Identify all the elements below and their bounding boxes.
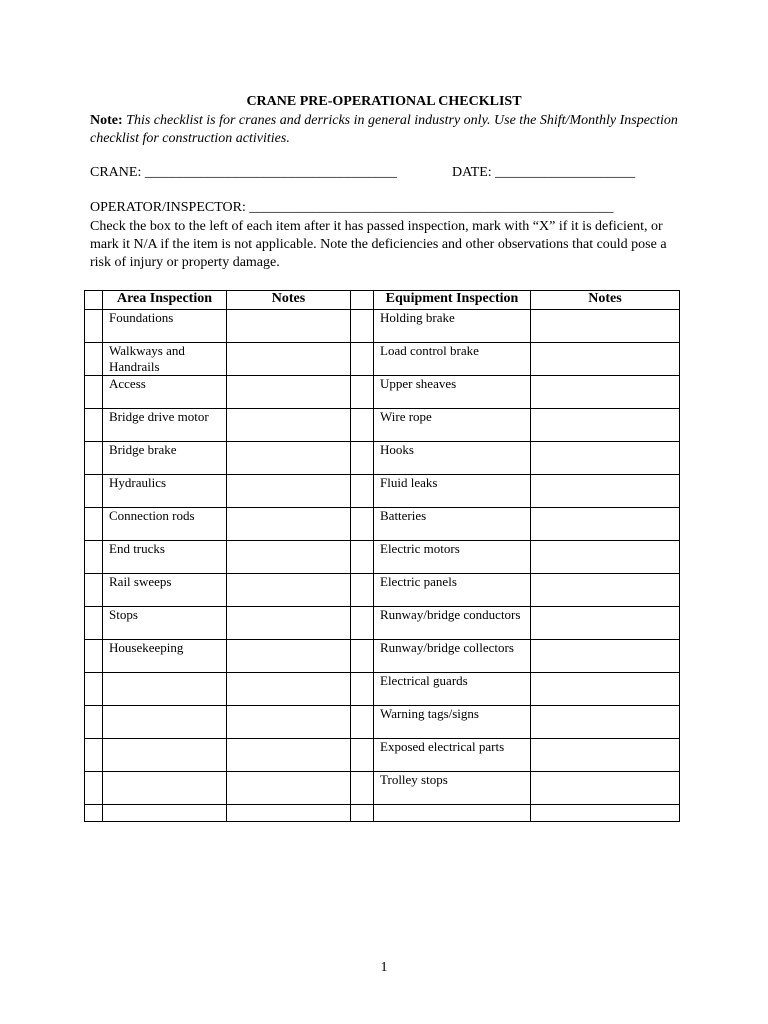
equipment-item: Batteries [374,508,531,541]
table-row [85,706,680,739]
area-checkbox[interactable] [85,772,103,805]
equipment-notes-cell[interactable] [531,343,680,376]
area-checkbox[interactable] [85,640,103,673]
area-notes-cell[interactable] [227,805,351,822]
equipment-item: Electrical guards [374,673,531,706]
table-row [85,541,680,574]
equipment-checkbox[interactable] [351,475,374,508]
equipment-notes-cell[interactable] [531,442,680,475]
area-item: Housekeeping [103,640,227,673]
area-notes-cell[interactable] [227,442,351,475]
equipment-notes-cell[interactable] [531,706,680,739]
area-notes-cell[interactable] [227,409,351,442]
equipment-checkbox[interactable] [351,442,374,475]
area-checkbox[interactable] [85,343,103,376]
equipment-item: Electric panels [374,574,531,607]
table-row [85,673,680,706]
area-item [103,772,227,805]
table-row [85,574,680,607]
checkbox-header [351,291,374,310]
equipment-checkbox[interactable] [351,607,374,640]
area-notes-cell[interactable] [227,772,351,805]
equipment-notes-cell[interactable] [531,805,680,822]
equipment-checkbox[interactable] [351,409,374,442]
area-item: Foundations [103,310,227,343]
equipment-notes-cell[interactable] [531,739,680,772]
equipment-notes-cell[interactable] [531,673,680,706]
equipment-checkbox[interactable] [351,805,374,822]
area-item: Connection rods [103,508,227,541]
area-notes-cell[interactable] [227,343,351,376]
equipment-item: Holding brake [374,310,531,343]
equipment-item: Hooks [374,442,531,475]
area-checkbox[interactable] [85,508,103,541]
area-checkbox[interactable] [85,607,103,640]
equipment-checkbox[interactable] [351,673,374,706]
table-row [85,640,680,673]
area-item: Hydraulics [103,475,227,508]
table-row [85,739,680,772]
area-notes-cell[interactable] [227,475,351,508]
equipment-checkbox[interactable] [351,772,374,805]
table-row [85,475,680,508]
table-row [85,376,680,409]
equipment-notes-cell[interactable] [531,607,680,640]
equipment-item: Exposed electrical parts [374,739,531,772]
equipment-checkbox[interactable] [351,706,374,739]
note-text: This checklist is for cranes and derricks in general industry only. Use the Shift/Monthly Inspection checklist for construction activities. [90,113,678,146]
area-checkbox[interactable] [85,574,103,607]
equipment-item [374,805,531,822]
equipment-item: Fluid leaks [374,475,531,508]
area-checkbox[interactable] [85,475,103,508]
area-checkbox[interactable] [85,442,103,475]
area-item: Rail sweeps [103,574,227,607]
equipment-item: Runway/bridge conductors [374,607,531,640]
area-checkbox[interactable] [85,673,103,706]
area-checkbox[interactable] [85,706,103,739]
area-notes-cell[interactable] [227,739,351,772]
table-row [85,442,680,475]
equipment-notes-cell[interactable] [531,508,680,541]
equipment-checkbox[interactable] [351,541,374,574]
notes-header: Notes [227,291,351,310]
notes-header: Notes [531,291,680,310]
equipment-checkbox[interactable] [351,640,374,673]
area-item [103,706,227,739]
equipment-notes-cell[interactable] [531,376,680,409]
area-notes-cell[interactable] [227,376,351,409]
equipment-item: Wire rope [374,409,531,442]
equipment-checkbox[interactable] [351,376,374,409]
area-item [103,673,227,706]
area-notes-cell[interactable] [227,607,351,640]
area-notes-cell[interactable] [227,640,351,673]
equipment-notes-cell[interactable] [531,574,680,607]
table-row [85,508,680,541]
page-title: CRANE PRE-OPERATIONAL CHECKLIST [246,94,522,109]
equipment-inspection-header: Equipment Inspection [374,291,531,310]
area-checkbox[interactable] [85,739,103,772]
equipment-item: Load control brake [374,343,531,376]
equipment-checkbox[interactable] [351,508,374,541]
table-row [85,772,680,805]
equipment-checkbox[interactable] [351,739,374,772]
area-item: Walkways and Handrails [103,343,227,376]
area-item [103,739,227,772]
area-notes-cell[interactable] [227,574,351,607]
table-row [85,343,680,376]
equipment-notes-cell[interactable] [531,541,680,574]
instructions-paragraph: Check the box to the left of each item after it has passed inspection, mark with “X” if it is deficient, or mark it N/A if the item is not applicable. Note the deficiencies and other observations that could pose a risk of injury or property damage. [90,219,667,270]
area-checkbox[interactable] [85,541,103,574]
area-notes-cell[interactable] [227,541,351,574]
area-checkbox[interactable] [85,310,103,343]
equipment-checkbox[interactable] [351,574,374,607]
note-paragraph [90,112,680,148]
table-row [85,805,680,822]
area-item: Stops [103,607,227,640]
note-label: Note: [90,113,123,128]
equipment-item: Warning tags/signs [374,706,531,739]
checklist-table [84,290,680,822]
area-checkbox[interactable] [85,376,103,409]
area-checkbox[interactable] [85,805,103,822]
equipment-notes-cell[interactable] [531,772,680,805]
area-item [103,805,227,822]
area-item: Bridge drive motor [103,409,227,442]
equipment-item: Trolley stops [374,772,531,805]
operator-inspector-field[interactable]: OPERATOR/INSPECTOR: ____________________________________________________ [90,200,614,215]
page-number: 1 [380,960,388,975]
crane-field[interactable]: CRANE: ____________________________________ [90,165,397,180]
area-item: Bridge brake [103,442,227,475]
equipment-notes-cell[interactable] [531,409,680,442]
equipment-item: Electric motors [374,541,531,574]
equipment-notes-cell[interactable] [531,310,680,343]
area-notes-cell[interactable] [227,508,351,541]
area-item: Access [103,376,227,409]
equipment-checkbox[interactable] [351,343,374,376]
area-notes-cell[interactable] [227,706,351,739]
table-row [85,310,680,343]
equipment-item: Runway/bridge collectors [374,640,531,673]
table-header-row [85,291,680,310]
table-row [85,409,680,442]
equipment-notes-cell[interactable] [531,640,680,673]
area-inspection-header: Area Inspection [103,291,227,310]
table-row [85,607,680,640]
equipment-checkbox[interactable] [351,310,374,343]
area-checkbox[interactable] [85,409,103,442]
area-item: End trucks [103,541,227,574]
area-notes-cell[interactable] [227,673,351,706]
equipment-notes-cell[interactable] [531,475,680,508]
equipment-item: Upper sheaves [374,376,531,409]
area-notes-cell[interactable] [227,310,351,343]
checkbox-header [85,291,103,310]
date-field[interactable]: DATE: ____________________ [452,165,636,180]
